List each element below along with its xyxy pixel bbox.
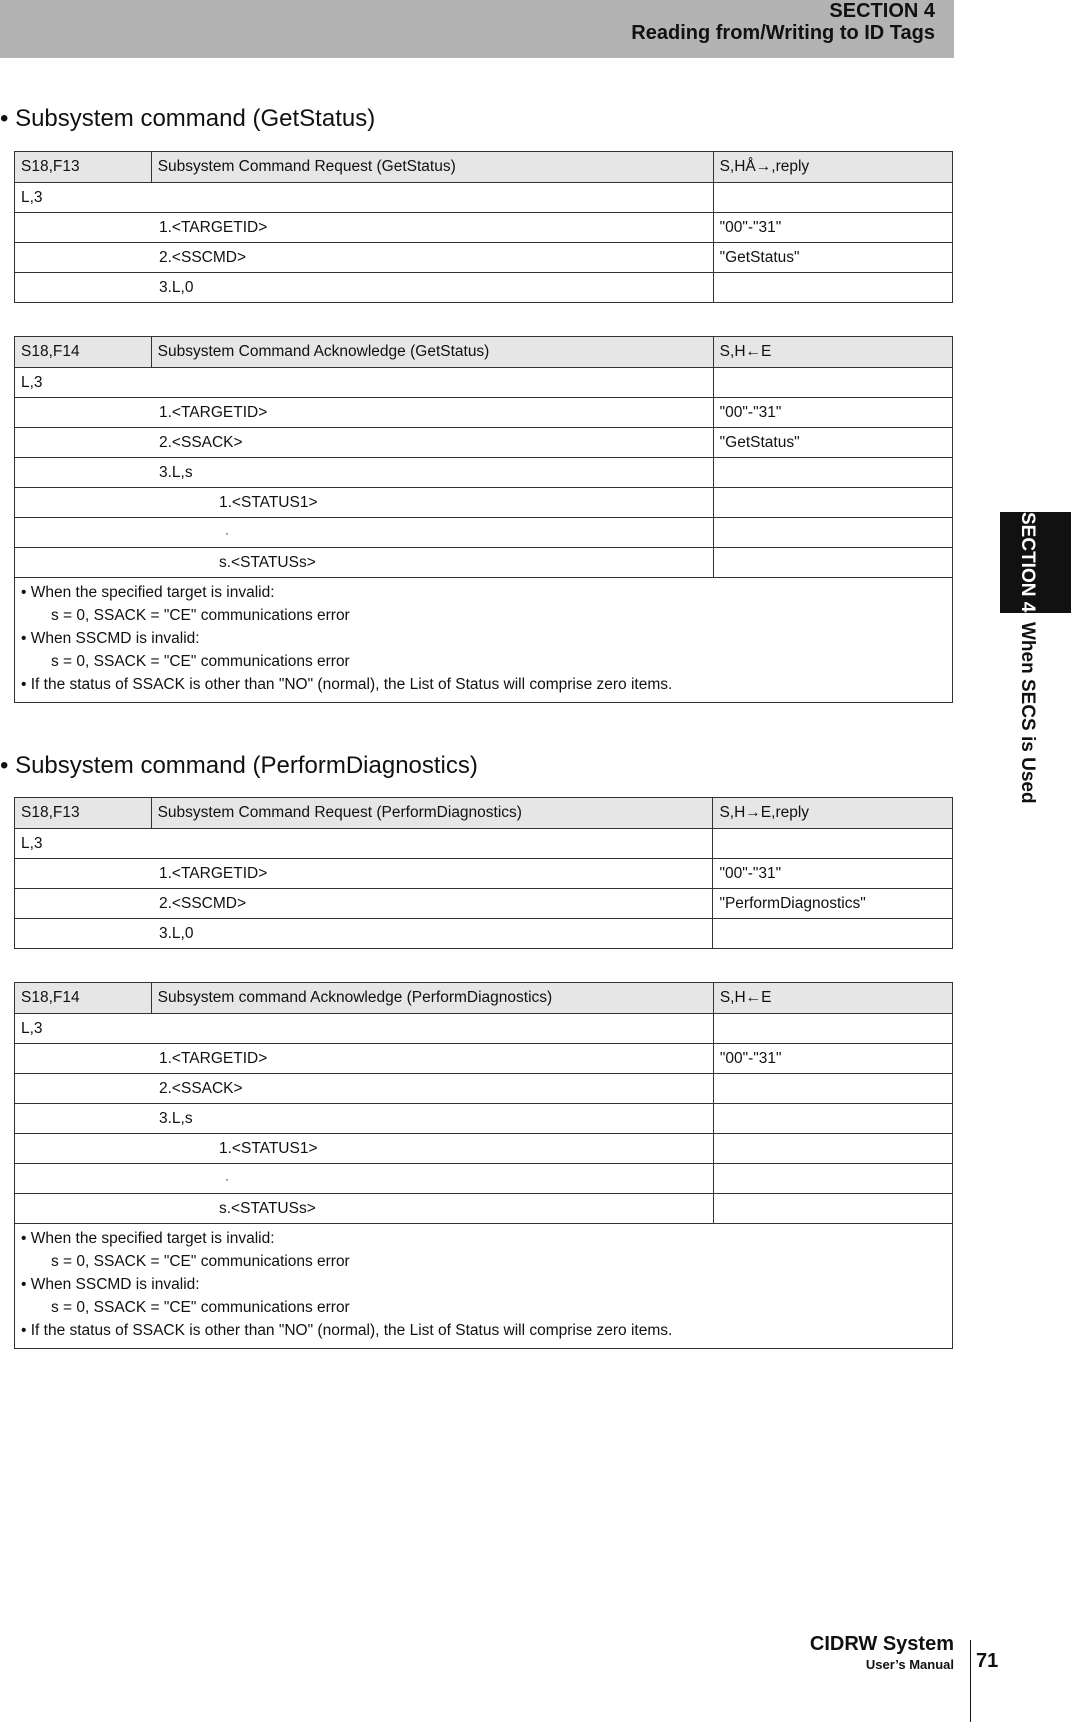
note-detail: s = 0, SSACK = "CE" communications error: [51, 653, 350, 670]
table-row: [15, 1044, 953, 1074]
message-code: S18,F13: [15, 152, 152, 183]
table-row: [15, 183, 953, 213]
message-name: Subsystem Command Request (PerformDiagnostics): [151, 798, 713, 829]
table-row: [15, 859, 953, 889]
footer-divider: [970, 1640, 971, 1722]
empty-cell: [713, 829, 953, 859]
status-first: 1.<STATUS1>: [15, 488, 714, 518]
notes-cell: [15, 1224, 953, 1349]
empty-cell: [713, 1134, 952, 1164]
table-row: [15, 428, 953, 458]
message-code: S18,F14: [15, 337, 152, 368]
status-first: 1.<STATUS1>: [15, 1134, 714, 1164]
message-name: Subsystem command Acknowledge (PerformDiagnostics): [151, 983, 713, 1014]
item-label: 1.<TARGETID>: [15, 1044, 714, 1074]
item-label: 1.<TARGETID>: [15, 398, 714, 428]
item-label: 1.<TARGETID>: [15, 213, 714, 243]
table-row: [15, 1194, 953, 1224]
table-row: [15, 1164, 953, 1194]
empty-cell: [713, 1194, 952, 1224]
note-bullet: • If the status of SSACK is other than "NO" (normal), the List of Status will comprise zero items.: [21, 676, 673, 693]
item-value: "PerformDiagnostics": [713, 889, 953, 919]
message-direction: S,H→E,reply: [713, 798, 953, 829]
table-row: [15, 1134, 953, 1164]
item-value: "00"-"31": [713, 213, 952, 243]
table-row: [15, 368, 953, 398]
list-header: L,3: [15, 829, 713, 859]
message-direction: S,HÅ→,reply: [713, 152, 952, 183]
list-header: L,3: [15, 183, 714, 213]
item-value: "GetStatus": [713, 243, 952, 273]
message-code: S18,F13: [15, 798, 152, 829]
status-last: s.<STATUSs>: [15, 548, 714, 578]
list-header: L,3: [15, 1014, 714, 1044]
notes-cell: [15, 578, 953, 703]
footer-subtitle: User’s Manual: [865, 1657, 954, 1672]
message-code: S18,F14: [15, 983, 152, 1014]
table-row: [15, 548, 953, 578]
table-header-row: [15, 337, 953, 368]
empty-cell: [713, 548, 952, 578]
note-bullet: • When the specified target is invalid:: [21, 1230, 275, 1247]
empty-cell: [713, 368, 952, 398]
note-bullet: • When SSCMD is invalid:: [21, 1276, 200, 1293]
item-value: [713, 919, 953, 949]
message-direction: S,H←E: [713, 983, 952, 1014]
item-label: 3.L,s: [15, 458, 714, 488]
section-title-getstatus: • Subsystem command (GetStatus): [0, 105, 376, 132]
table-row: [15, 1104, 953, 1134]
table-getstatus-ack: [14, 336, 953, 703]
empty-cell: [713, 518, 952, 548]
page-number: 71: [976, 1650, 999, 1672]
status-ellipsis: ·: [15, 1164, 714, 1194]
note-detail: s = 0, SSACK = "CE" communications error: [51, 607, 350, 624]
item-label: 3.L,0: [15, 919, 713, 949]
empty-cell: [713, 183, 952, 213]
item-label: 2.<SSACK>: [15, 1074, 714, 1104]
item-value: "00"-"31": [713, 398, 952, 428]
note-bullet: • When SSCMD is invalid:: [21, 630, 200, 647]
table-header-row: [15, 152, 953, 183]
item-value: "00"-"31": [713, 1044, 952, 1074]
table-row: [15, 488, 953, 518]
item-label: 2.<SSCMD>: [15, 243, 714, 273]
item-value: "GetStatus": [713, 428, 952, 458]
table-row: [15, 518, 953, 548]
status-last: s.<STATUSs>: [15, 1194, 714, 1224]
header-band: [0, 0, 954, 58]
status-ellipsis: ·: [15, 518, 714, 548]
table-row: [15, 398, 953, 428]
table-row: [15, 458, 953, 488]
notes-row: [15, 578, 953, 703]
table-header-row: [15, 798, 953, 829]
table-row: [15, 213, 953, 243]
table-performdiagnostics-ack: [14, 982, 953, 1349]
table-row: [15, 919, 953, 949]
table-header-row: [15, 983, 953, 1014]
message-direction: S,H←E: [713, 337, 952, 368]
table-row: [15, 273, 953, 303]
list-header: L,3: [15, 368, 714, 398]
footer-title: CIDRW System: [809, 1633, 954, 1655]
item-value: [713, 273, 952, 303]
message-name: Subsystem Command Acknowledge (GetStatus): [151, 337, 713, 368]
empty-cell: [713, 1014, 952, 1044]
table-performdiagnostics-request: [14, 797, 953, 949]
table-row: [15, 243, 953, 273]
note-detail: s = 0, SSACK = "CE" communications error: [51, 1253, 350, 1270]
table-getstatus-request: [14, 151, 953, 303]
message-name: Subsystem Command Request (GetStatus): [151, 152, 713, 183]
note-detail: s = 0, SSACK = "CE" communications error: [51, 1299, 350, 1316]
table-row: [15, 889, 953, 919]
side-tab-title: When SECS is Used: [1017, 622, 1038, 804]
table-row: [15, 1014, 953, 1044]
note-bullet: • If the status of SSACK is other than "NO" (normal), the List of Status will comprise zero items.: [21, 1322, 673, 1339]
item-value: "00"-"31": [713, 859, 953, 889]
item-label: 3.L,s: [15, 1104, 714, 1134]
empty-cell: [713, 1164, 952, 1194]
empty-cell: [713, 488, 952, 518]
item-label: 2.<SSACK>: [15, 428, 714, 458]
item-label: 1.<TARGETID>: [15, 859, 713, 889]
item-value: [713, 458, 952, 488]
item-label: 3.L,0: [15, 273, 714, 303]
item-value: [713, 1104, 952, 1134]
section-title-performdiagnostics: • Subsystem command (PerformDiagnostics): [0, 752, 478, 779]
header-section: SECTION 4: [829, 0, 935, 22]
item-label: 2.<SSCMD>: [15, 889, 713, 919]
side-tab-section: SECTION 4: [1017, 512, 1038, 613]
table-row: [15, 829, 953, 859]
table-row: [15, 1074, 953, 1104]
header-subtitle: Reading from/Writing to ID Tags: [631, 22, 935, 44]
item-value: [713, 1074, 952, 1104]
note-bullet: • When the specified target is invalid:: [21, 584, 275, 601]
notes-row: [15, 1224, 953, 1349]
